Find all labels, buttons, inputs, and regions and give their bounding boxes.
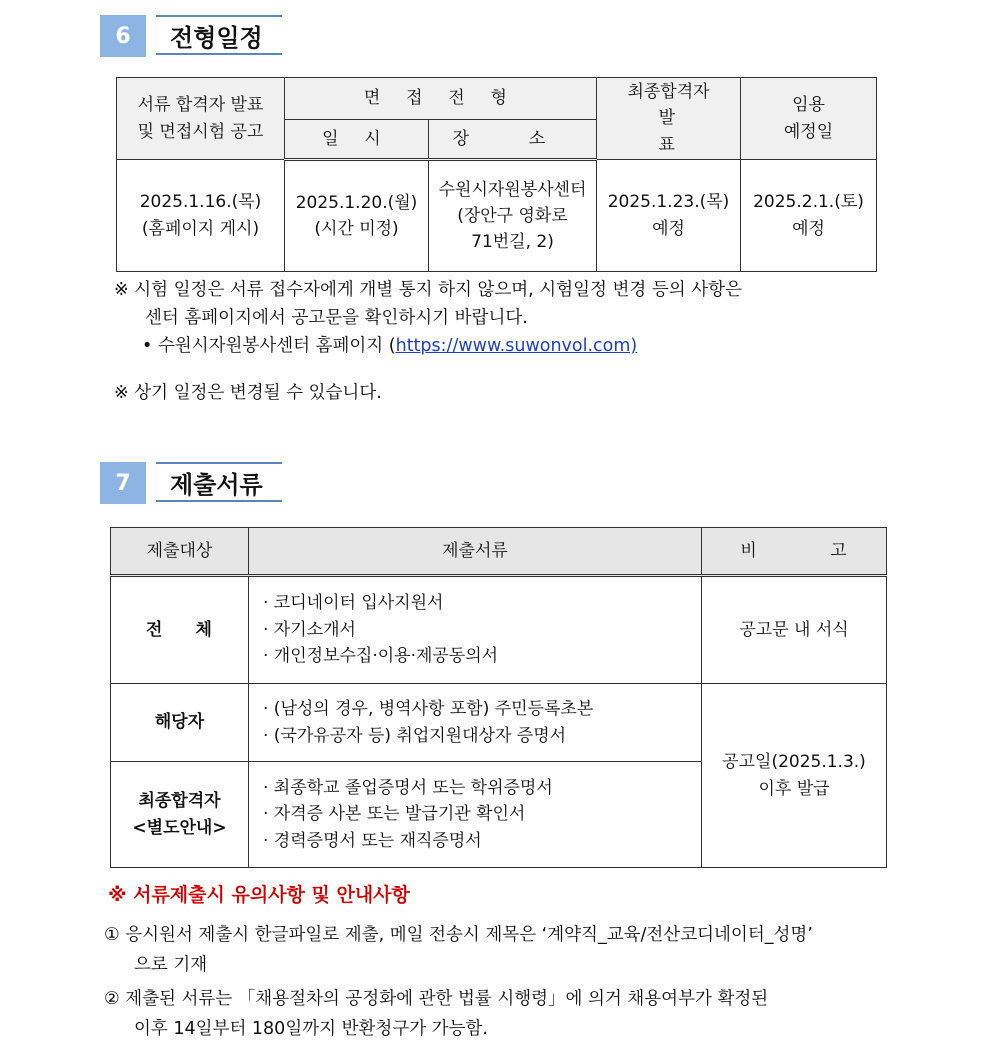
section-number: 6 — [100, 15, 146, 57]
header-line: 최종합격자 — [627, 82, 710, 102]
docs-final — [249, 762, 702, 868]
homepage-label: • 수원시자원봉사센터 홈페이지 ( — [142, 336, 396, 356]
documents-table — [110, 527, 887, 868]
note-line: 센터 홈페이지에서 공고문을 확인하시기 바랍니다. — [145, 308, 528, 328]
schedule-note-2: ※ 상기 일정은 변경될 수 있습니다. — [114, 383, 382, 403]
cell-line: (홈페이지 게시) — [141, 218, 260, 239]
target-applicable: 해당자 — [111, 684, 249, 762]
doc-item: · (국가유공자 등) 취업지원대상자 증명서 — [263, 725, 567, 746]
cell-final — [597, 160, 741, 272]
schedule-table — [116, 77, 877, 272]
homepage-line — [114, 332, 742, 360]
cell-line: 2025.1.20.(월) — [295, 192, 418, 213]
header-final — [597, 78, 741, 160]
note-line: ※ 시험 일정은 서류 접수자에게 개별 통지 하지 않으며, 시험일정 변경 등의 사항은 — [114, 280, 742, 300]
cell-line: 2025.1.16.(목) — [139, 192, 262, 213]
cell-line: 예정 — [792, 218, 825, 239]
header-place: 장 소 — [429, 120, 597, 160]
doc-item: · 경력증명서 또는 재직증명서 — [263, 830, 482, 851]
submission-item-2 — [104, 984, 768, 1044]
cell-line: 예정 — [652, 218, 685, 239]
section-title: 제출서류 — [156, 462, 282, 502]
schedule-note-1 — [114, 276, 742, 360]
header-line: 서류 합격자 발표 — [137, 95, 264, 116]
cell-line: 2025.2.1.(토) — [753, 192, 864, 213]
doc-item: · 코디네이터 입사지원서 — [263, 593, 444, 614]
header-interview: 면 접 전 형 — [285, 78, 597, 120]
header-datetime: 일 시 — [285, 120, 429, 160]
remark-line: 공고일(2025.1.3.) — [722, 752, 866, 773]
docs-all — [249, 576, 702, 684]
cell-line: 2025.1.23.(목) — [607, 192, 730, 213]
doc-item: · 자격증 사본 또는 발급기관 확인서 — [263, 804, 526, 825]
cell-line: (장안구 영화로 — [457, 205, 568, 226]
cell-doc-pass — [117, 160, 285, 272]
doc-item: · 개인정보수집·이용·제공동의서 — [263, 646, 499, 667]
remark-issued-after — [702, 684, 887, 868]
header-doc-pass — [117, 78, 285, 160]
cell-interview-date — [285, 160, 429, 272]
doc-item: · 최종학교 졸업증명서 또는 학위증명서 — [263, 777, 553, 798]
cell-line: 수원시자원봉사센터 — [438, 179, 587, 200]
docs-applicable — [249, 684, 702, 762]
cell-place — [429, 160, 597, 272]
header-target: 제출대상 — [111, 528, 249, 576]
doc-item: · 자기소개서 — [263, 619, 356, 640]
cell-appointment — [741, 160, 877, 272]
header-remark: 비 고 — [702, 528, 887, 576]
submission-warning: ※ 서류제출시 유의사항 및 안내사항 — [108, 884, 410, 906]
item-line: ① 응시원서 제출시 한글파일로 제출, 메일 전송시 제목은 ‘계약직_교육/전산코디네이터_성명’ — [104, 925, 813, 945]
header-docs: 제출서류 — [249, 528, 702, 576]
header-appointment — [741, 78, 877, 160]
item-line: 으로 기재 — [134, 955, 208, 976]
cell-line: 71번길, 2) — [471, 232, 554, 253]
target-line: 최종합격자 — [138, 791, 221, 812]
target-line: <별도안내> — [132, 817, 227, 838]
remark-all: 공고문 내 서식 — [702, 576, 887, 684]
target-all: 전 체 — [111, 576, 249, 684]
header-line: 발 표 — [658, 108, 713, 155]
remark-line: 이후 발급 — [758, 778, 830, 799]
homepage-link[interactable]: https://www.suwonvol.com) — [395, 336, 638, 356]
section-title: 전형일정 — [156, 15, 282, 55]
header-line: 및 면접시험 공고 — [137, 121, 264, 142]
item-line: 이후 14일부터 180일까지 반환청구가 가능함. — [134, 1019, 488, 1040]
doc-item: · (남성의 경우, 병역사항 포함) 주민등록초본 — [263, 699, 594, 720]
target-final — [111, 762, 249, 868]
header-line: 예정일 — [783, 121, 834, 142]
header-line: 임용 — [792, 95, 825, 116]
cell-line: (시간 미정) — [314, 219, 399, 240]
submission-item-1 — [104, 920, 813, 980]
item-line: ② 제출된 서류는 「채용절차의 공정화에 관한 법률 시행령」에 의거 채용여부가 확정된 — [104, 989, 769, 1009]
section-number: 7 — [100, 462, 146, 504]
